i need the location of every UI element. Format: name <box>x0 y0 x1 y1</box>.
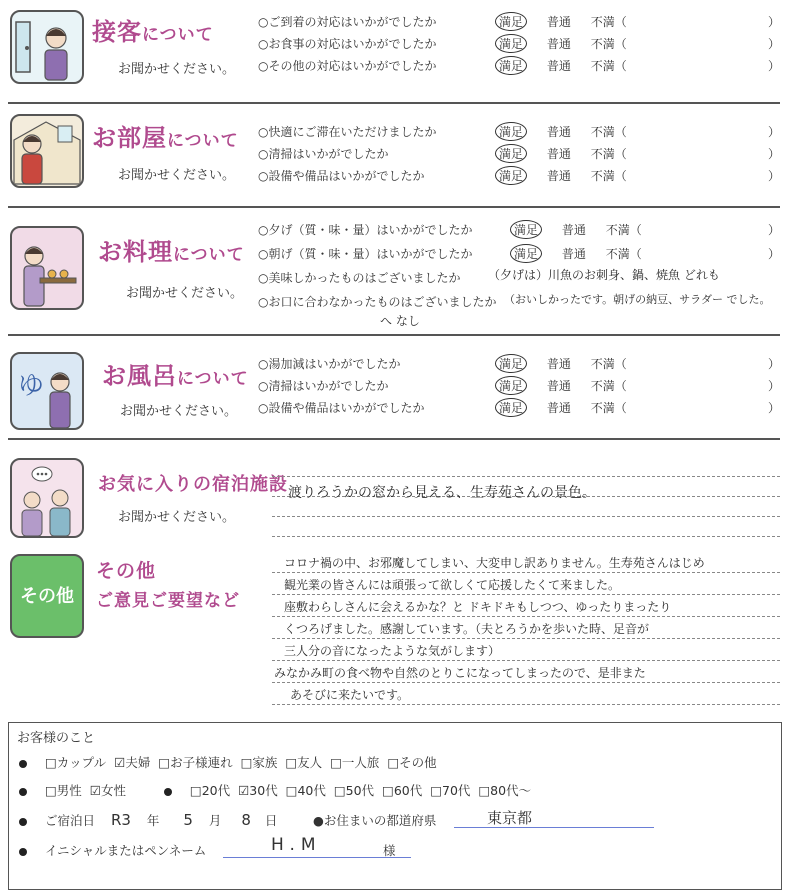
other-badge-label: その他 <box>20 586 74 607</box>
group-option[interactable]: □その他 <box>387 755 437 770</box>
paren-close: ） <box>768 15 781 29</box>
question-text: ○ご到着の対応はいかがでしたか <box>258 15 437 29</box>
rating-options <box>510 244 642 263</box>
handwritten-line[interactable]: みなかみ町の食べ物や自然のとりこになってしまったので、是非また <box>274 666 646 680</box>
svg-text:ゆ: ゆ <box>18 371 45 401</box>
rating-selected[interactable]: 満足 <box>495 34 527 53</box>
section-service <box>0 0 800 100</box>
paren-close: ） <box>768 223 781 237</box>
rating-bad[interactable]: 不満（ <box>605 247 642 261</box>
question-text: ○湯加減はいかがでしたか <box>258 357 401 371</box>
receptionist-icon <box>10 10 84 84</box>
age-option[interactable]: □60代 <box>382 783 423 798</box>
section-subtitle: お聞かせください。 <box>120 404 238 419</box>
section-subtitle: お聞かせください。 <box>118 62 236 77</box>
section-bath <box>0 336 800 436</box>
bullet-icon <box>19 818 27 826</box>
paren-close: ） <box>768 357 781 371</box>
name-row <box>19 841 206 859</box>
rating-options <box>495 56 627 75</box>
guests-chat-icon <box>10 458 84 538</box>
rating-selected[interactable]: 満足 <box>495 122 527 141</box>
handwritten-line[interactable]: あそびに来たいです。 <box>290 688 410 702</box>
section-favorite <box>0 440 800 540</box>
room-icon <box>10 114 84 188</box>
rating-normal[interactable]: 普通 <box>561 223 586 237</box>
paren-close: ） <box>768 169 781 183</box>
section-subtitle: お聞かせください。 <box>126 286 244 301</box>
handwritten-line[interactable]: コロナ禍の中、お邪魔してしまい、大変申し訳ありません。生寿苑さんはじめ <box>284 556 705 570</box>
group-option[interactable]: ☑夫婦 <box>114 755 151 770</box>
section-subtitle: お聞かせください。 <box>118 168 236 183</box>
age-option[interactable]: □40代 <box>285 783 326 798</box>
paren-close: ） <box>768 247 781 261</box>
gender-age-row <box>19 781 531 799</box>
rating-selected[interactable]: 満足 <box>510 244 542 263</box>
question-text: ○設備や備品はいかがでしたか <box>258 169 425 183</box>
rating-selected[interactable]: 満足 <box>510 220 542 239</box>
age-option[interactable]: □70代 <box>430 783 471 798</box>
rating-normal[interactable]: 普通 <box>546 379 571 393</box>
question-text: ○設備や備品はいかがでしたか <box>258 401 425 415</box>
section-room <box>0 104 800 204</box>
group-option[interactable]: □一人旅 <box>330 755 380 770</box>
rating-normal[interactable]: 普通 <box>546 169 571 183</box>
rating-bad[interactable]: 不満（ <box>590 169 627 183</box>
name-suffix: 様 <box>383 843 396 858</box>
question-text: ○清掃はいかがでしたか <box>258 147 389 161</box>
question-text: ○お食事の対応はいかがでしたか <box>258 37 437 51</box>
rating-options <box>495 122 627 141</box>
stay-day[interactable]: 8 <box>241 811 251 829</box>
rating-options <box>495 144 627 163</box>
name-value[interactable]: H.M <box>271 835 322 855</box>
rating-options <box>495 34 627 53</box>
section-meal <box>0 208 800 332</box>
customer-info-box <box>8 722 782 890</box>
question-text: ○夕げ（質・味・量）はいかがでしたか <box>258 223 473 237</box>
group-option[interactable]: □お子様連れ <box>158 755 233 770</box>
gender-option[interactable]: □男性 <box>44 783 82 798</box>
rating-options <box>495 376 627 395</box>
rating-selected[interactable]: 満足 <box>495 354 527 373</box>
group-row <box>19 753 437 771</box>
rating-normal[interactable]: 普通 <box>546 59 571 73</box>
rating-bad[interactable]: 不満（ <box>590 15 627 29</box>
section-title: お部屋について <box>92 123 239 152</box>
rating-options <box>495 12 627 31</box>
paren-close: ） <box>768 379 781 393</box>
age-option[interactable]: □50代 <box>333 783 375 798</box>
section-title: 接客について <box>92 17 214 46</box>
rating-selected[interactable]: 満足 <box>495 12 527 31</box>
rating-bad[interactable]: 不満（ <box>590 147 627 161</box>
section-title: お料理について <box>98 237 245 266</box>
paren-close: ） <box>768 401 781 415</box>
question-text: ○美味しかったものはございましたか <box>258 271 461 285</box>
bullet-icon <box>19 788 27 796</box>
section-other <box>0 542 800 718</box>
meal-icon <box>10 226 84 310</box>
rating-bad[interactable]: 不満（ <box>590 37 627 51</box>
question-text: ○朝げ（質・味・量）はいかがでしたか <box>258 247 473 261</box>
section-subtitle: お聞かせください。 <box>118 510 236 525</box>
rating-options <box>495 398 627 417</box>
other-badge <box>10 554 84 638</box>
paren-close: ） <box>768 125 781 139</box>
handwritten-line[interactable]: 観光業の皆さんには頑張って欲しくて応援したくて来ました。 <box>284 578 621 592</box>
rating-normal[interactable]: 普通 <box>546 37 571 51</box>
prefecture-underline <box>454 827 654 828</box>
section-title: その他 <box>96 560 157 582</box>
stay-month-unit: 月 <box>208 813 222 828</box>
rating-bad[interactable]: 不満（ <box>590 59 627 73</box>
name-label: イニシャルまたはペンネーム <box>44 843 207 858</box>
question-text: ○清掃はいかがでしたか <box>258 379 389 393</box>
handwritten-answer[interactable]: （おいしかったです。朝げの納豆、サラダー でした。 <box>504 293 771 306</box>
stay-label: ご宿泊日 <box>44 813 95 828</box>
prefecture-value[interactable]: 東京都 <box>487 809 533 827</box>
bullet-icon <box>19 760 27 768</box>
rating-bad[interactable]: 不満（ <box>590 357 627 371</box>
age-option[interactable]: □20代 <box>189 783 231 798</box>
bullet-icon <box>164 788 172 796</box>
rating-normal[interactable]: 普通 <box>561 247 586 261</box>
customer-header: お客様のこと <box>17 731 96 746</box>
handwritten-answer[interactable]: 渡りろうかの窓から見える、生寿苑さんの景色。 <box>288 485 596 501</box>
handwritten-note: へ なし <box>380 314 420 328</box>
rating-selected[interactable]: 満足 <box>495 398 527 417</box>
name-underline <box>223 857 411 858</box>
rating-normal[interactable]: 普通 <box>546 15 571 29</box>
handwritten-line[interactable]: くつろげました。感謝しています。（夫とろうかを歩いた時、足音が <box>284 622 650 636</box>
paren-close: ） <box>768 59 781 73</box>
stay-era[interactable]: R3 <box>110 811 131 829</box>
group-option[interactable]: □友人 <box>285 755 323 770</box>
stay-date-row <box>19 811 277 829</box>
handwritten-answer[interactable]: （夕げは）川魚のお刺身、鍋、焼魚 どれも <box>488 268 720 282</box>
age-option[interactable]: □80代～ <box>478 783 532 798</box>
rating-selected[interactable]: 満足 <box>495 144 527 163</box>
rating-options <box>495 166 627 185</box>
rating-bad[interactable]: 不満（ <box>605 223 642 237</box>
prefecture-label: ●お住まいの都道府県 <box>313 813 437 828</box>
rating-options <box>495 354 627 373</box>
bath-icon <box>10 352 84 430</box>
rating-selected[interactable]: 満足 <box>495 56 527 75</box>
section-title: お気に入りの宿泊施設 <box>98 474 288 495</box>
rating-bad[interactable]: 不満（ <box>590 379 627 393</box>
rating-normal[interactable]: 普通 <box>546 125 571 139</box>
paren-close: ） <box>768 37 781 51</box>
question-text: ○その他の対応はいかがでしたか <box>258 59 437 73</box>
stay-year-unit: 年 <box>146 813 160 828</box>
question-text: ○快適にご滞在いただけましたか <box>258 125 437 139</box>
rating-bad[interactable]: 不満（ <box>590 125 627 139</box>
rating-options <box>510 220 642 239</box>
bullet-icon <box>19 848 27 856</box>
group-option[interactable]: □家族 <box>240 755 278 770</box>
rating-selected[interactable]: 満足 <box>495 166 527 185</box>
gender-option[interactable]: ☑女性 <box>89 783 126 798</box>
handwritten-line[interactable]: 三人分の音になったような気がします） <box>284 644 501 658</box>
rating-selected[interactable]: 満足 <box>495 376 527 395</box>
rating-normal[interactable]: 普通 <box>546 401 571 415</box>
section-title-2: ご意見ご要望など <box>96 591 240 611</box>
rating-normal[interactable]: 普通 <box>546 357 571 371</box>
paren-close: ） <box>768 147 781 161</box>
rating-bad[interactable]: 不満（ <box>590 401 627 415</box>
question-text: ○お口に合わなかったものはございましたか <box>258 295 497 309</box>
section-title: お風呂について <box>102 361 249 390</box>
group-option[interactable]: □カップル <box>44 755 107 770</box>
age-option[interactable]: ☑30代 <box>238 783 278 798</box>
stay-month[interactable]: 5 <box>183 811 193 829</box>
stay-day-unit: 日 <box>264 813 278 828</box>
handwritten-line[interactable]: 座敷わらしさんに会えるかな？と ドキドキもしつつ、ゆったりまったり <box>284 600 672 614</box>
rating-normal[interactable]: 普通 <box>546 147 571 161</box>
